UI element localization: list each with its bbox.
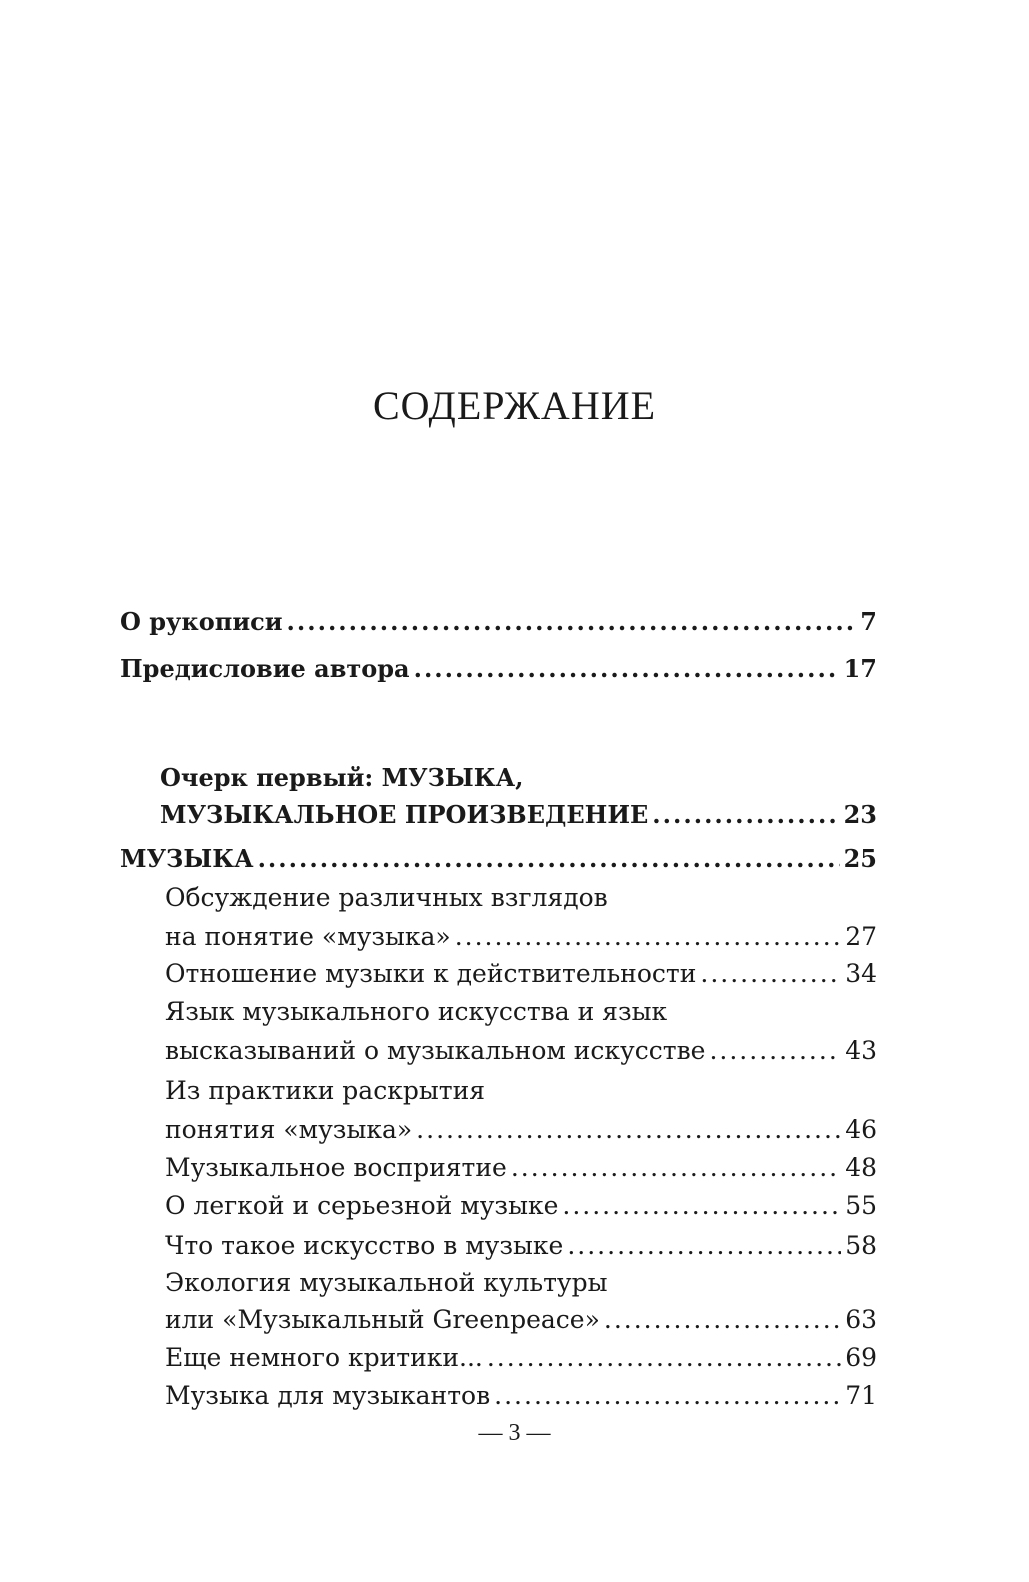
toc-entry-title: МУЗЫКАЛЬНОЕ ПРОИЗВЕДЕНИЕ bbox=[160, 800, 649, 829]
toc-entry-title: Что такое искусство в музыке bbox=[165, 1231, 564, 1260]
toc-entry-title: на понятие «музыка» bbox=[165, 922, 451, 951]
toc-entry-page: 25 bbox=[843, 844, 877, 873]
toc-entry[interactable] bbox=[165, 1150, 877, 1186]
toc-entry-page: 17 bbox=[843, 654, 877, 683]
toc-entry-page: 63 bbox=[845, 1305, 877, 1334]
toc-entry[interactable] bbox=[165, 1112, 877, 1148]
toc-entry-title: Предисловие автора bbox=[120, 654, 410, 683]
toc-entry-title: Музыка для музыкантов bbox=[165, 1381, 491, 1410]
dot-leader bbox=[287, 604, 857, 640]
toc-entry[interactable] bbox=[120, 651, 877, 687]
toc-entry[interactable] bbox=[120, 841, 877, 877]
toc-entry[interactable] bbox=[165, 1302, 877, 1338]
toc-entry-page: 58 bbox=[845, 1231, 877, 1260]
toc-entry-title: О рукописи bbox=[120, 607, 283, 636]
toc-entry[interactable] bbox=[165, 1188, 877, 1224]
toc-entry-title: Язык музыкального искусства и язык bbox=[165, 997, 668, 1026]
dot-leader bbox=[567, 1228, 841, 1264]
toc-entry[interactable] bbox=[165, 1228, 877, 1264]
toc-entry-page: 7 bbox=[860, 607, 877, 636]
toc-entry-page: 71 bbox=[845, 1381, 877, 1410]
toc-entry-page: 27 bbox=[845, 922, 877, 951]
dot-leader bbox=[652, 797, 839, 833]
toc-entry[interactable] bbox=[160, 797, 877, 833]
page-title: СОДЕРЖАНИЕ bbox=[372, 383, 657, 428]
dot-leader bbox=[487, 1340, 841, 1376]
toc-entry[interactable] bbox=[165, 919, 877, 955]
toc-entry-title: высказываний о музыкальном искусстве bbox=[165, 1036, 706, 1065]
dot-leader bbox=[511, 1150, 841, 1186]
dot-leader bbox=[414, 651, 840, 687]
toc-entry[interactable] bbox=[165, 880, 877, 916]
dot-leader bbox=[709, 1033, 841, 1069]
toc-entry-title: МУЗЫКА bbox=[120, 844, 254, 873]
dot-leader bbox=[700, 956, 841, 992]
toc-entry-title: Отношение музыки к действительности bbox=[165, 959, 697, 988]
toc-entry-title: Очерк первый: МУЗЫКА, bbox=[160, 763, 524, 792]
toc-entry[interactable] bbox=[165, 994, 877, 1030]
toc-entry[interactable] bbox=[165, 1378, 877, 1414]
dot-leader bbox=[604, 1302, 841, 1338]
dot-leader bbox=[455, 919, 841, 955]
toc-entry-title: О легкой и серьезной музыке bbox=[165, 1191, 559, 1220]
toc-entry[interactable] bbox=[165, 1340, 877, 1376]
dot-leader bbox=[258, 841, 840, 877]
toc-entry[interactable] bbox=[165, 1073, 877, 1109]
toc-entry-title: понятия «музыка» bbox=[165, 1115, 413, 1144]
toc-entry-page: 23 bbox=[843, 800, 877, 829]
toc-entry-title: Музыкальное восприятие bbox=[165, 1153, 507, 1182]
toc-entry-page: 46 bbox=[845, 1115, 877, 1144]
toc-entry-title: Экология музыкальной культуры bbox=[165, 1268, 608, 1297]
dot-leader bbox=[416, 1112, 841, 1148]
toc-entry-page: 55 bbox=[845, 1191, 877, 1220]
toc-entry[interactable] bbox=[160, 760, 877, 796]
toc-entry-title: или «Музыкальный Greenpeace» bbox=[165, 1305, 600, 1334]
toc-entry-page: 43 bbox=[845, 1036, 877, 1065]
toc-entry-title: Еще немного критики... bbox=[165, 1343, 483, 1372]
toc-entry-title: Из практики раскрытия bbox=[165, 1076, 486, 1105]
dot-leader bbox=[562, 1188, 841, 1224]
toc-entry-page: 69 bbox=[845, 1343, 877, 1372]
toc-entry-page: 34 bbox=[845, 959, 877, 988]
page-number: — 3 — bbox=[478, 1420, 551, 1446]
toc-entry-title: Обсуждение различных взглядов bbox=[165, 883, 608, 912]
toc-entry[interactable] bbox=[120, 604, 877, 640]
dot-leader bbox=[494, 1378, 841, 1414]
toc-entry[interactable] bbox=[165, 956, 877, 992]
toc-entry[interactable] bbox=[165, 1265, 877, 1301]
toc-entry-page: 48 bbox=[845, 1153, 877, 1182]
toc-entry[interactable] bbox=[165, 1033, 877, 1069]
